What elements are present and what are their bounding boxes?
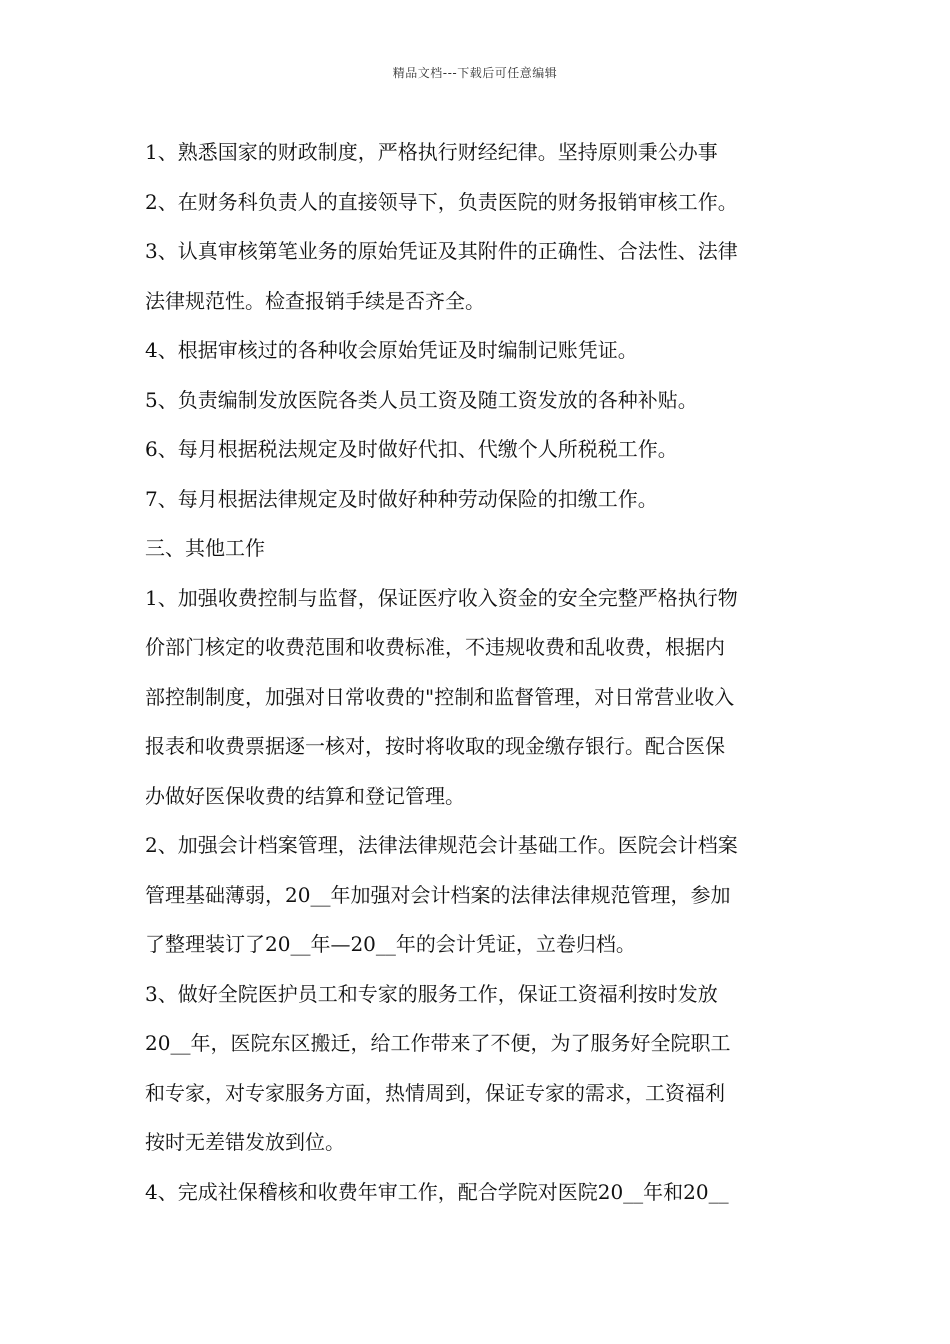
text-line: 了整理装订了20__年—20__年的会计凭证，立卷归档。 <box>145 932 636 956</box>
text-line: 20__年，医院东区搬迁，给工作带来了不便，为了服务好全院职工 <box>145 1031 731 1055</box>
document-body <box>145 128 810 1217</box>
text-line: 6、每月根据税法规定及时做好代扣、代缴个人所税税工作。 <box>145 437 678 461</box>
text-line: 4、根据审核过的各种收会原始凭证及时编制记账凭证。 <box>145 338 638 362</box>
text-line: 7、每月根据法律规定及时做好种种劳动保险的扣缴工作。 <box>145 486 658 511</box>
text-line: 2、在财务科负责人的直接领导下，负责医院的财务报销审核工作。 <box>145 189 738 214</box>
text-line: 价部门核定的收费范围和收费标准，不违规收费和乱收费，根据内 <box>145 635 725 659</box>
text-line: 法律规范性。检查报销手续是否齐全。 <box>145 288 485 313</box>
text-line: 3、认真审核第笔业务的原始凭证及其附件的正确性、合法性、法律 <box>145 239 738 263</box>
text-line: 按时无差错发放到位。 <box>145 1130 345 1154</box>
section-heading: 三、其他工作 <box>145 536 265 560</box>
text-line: 和专家，对专家服务方面，热情周到，保证专家的需求，工资福利 <box>145 1080 725 1105</box>
text-line: 5、负责编制发放医院各类人员工资及随工资发放的各种补贴。 <box>145 387 698 412</box>
text-line: 3、做好全院医护员工和专家的服务工作，保证工资福利按时发放 <box>145 981 718 1006</box>
page-header: 精品文档---下载后可任意编辑 <box>392 66 558 80</box>
text-line: 办做好医保收费的结算和登记管理。 <box>145 783 465 808</box>
text-line: 1、加强收费控制与监督，保证医疗收入资金的安全完整严格执行物 <box>145 585 738 610</box>
text-line: 1、熟悉国家的财政制度，严格执行财经纪律。坚持原则秉公办事 <box>145 140 718 164</box>
text-line: 管理基础薄弱，20__年加强对会计档案的法律法律规范管理，参加 <box>145 882 731 907</box>
text-line: 部控制制度，加强对日常收费的"控制和监督管理，对日常营业收入 <box>145 684 735 709</box>
text-line: 4、完成社保稽核和收费年审工作，配合学院对医院20__年和20__ <box>145 1179 729 1204</box>
text-line: 2、加强会计档案管理，法律法律规范会计基础工作。医院会计档案 <box>145 833 738 857</box>
text-line: 报表和收费票据逐一核对，按时将收取的现金缴存银行。配合医保 <box>145 734 725 758</box>
